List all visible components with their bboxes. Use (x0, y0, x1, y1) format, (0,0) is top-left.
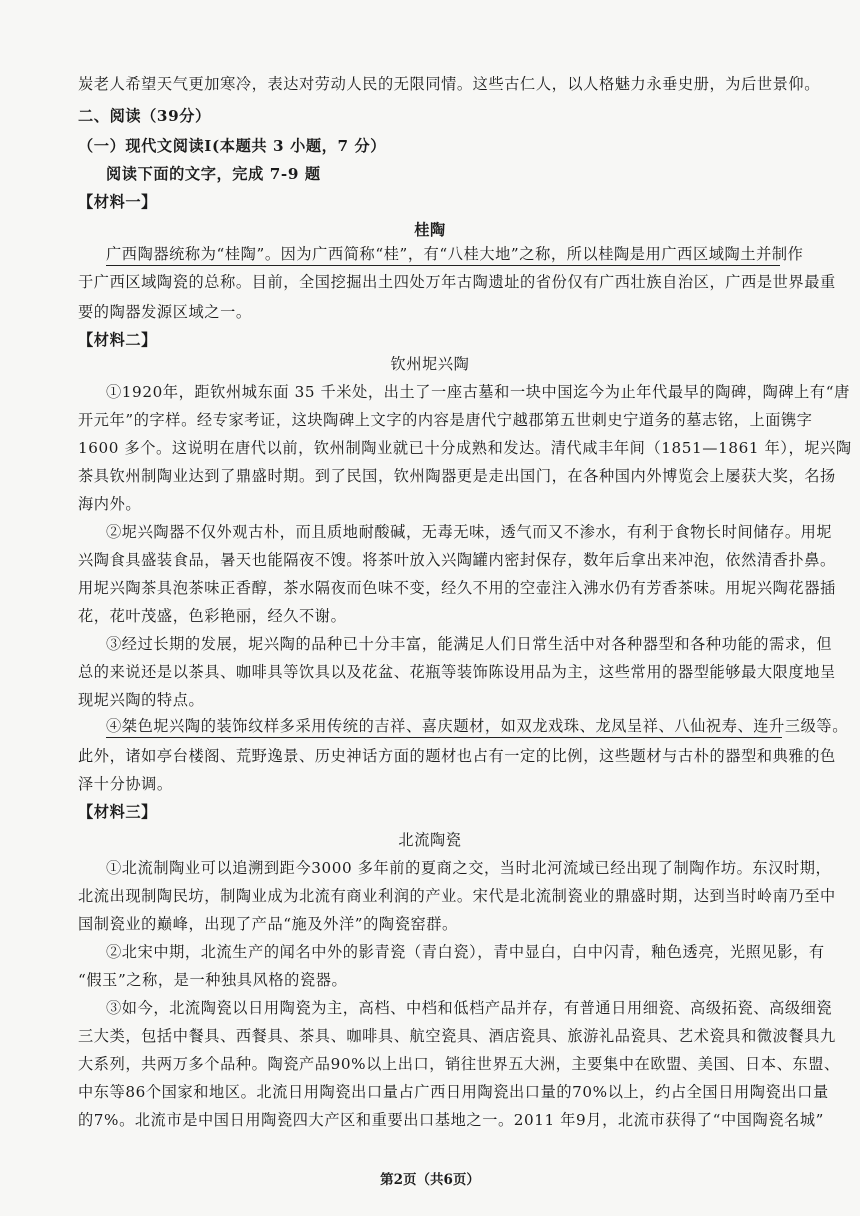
text-line: 开元年”的字样。经专家考证，这块陶碑上文字的内容是唐代宁越郡第五世刺史宁道务的墓志铭，上面镌字 (78, 411, 813, 429)
text-line: ①北流制陶业可以追溯到距今3000 多年前的夏商之交，当时北河流域已经出现了制陶作坊。东汉时期， (106, 859, 832, 877)
text-line: 总的来说还是以茶具、咖啡具等饮具以及花盆、花瓶等装饰陈设用品为主，这些常用的器型能够最大限度地呈 (78, 663, 836, 681)
material-label: 【材料二】 (78, 331, 157, 349)
text-line: 于广西区域陶瓷的总称。目前，全国挖掘出土四处万年古陶遗址的省份仅有广西壮族自治区，广西是世界最重 (78, 273, 836, 291)
material-label: 【材料三】 (78, 803, 157, 821)
text-line: 花，花叶茂盛，色彩艳丽，经久不谢。 (78, 607, 347, 625)
text-line: 1600 多个。这说明在唐代以前，钦州制陶业就已十分成熟和发达。清代咸丰年间（1851—1861 年），坭兴陶 (78, 439, 852, 457)
text-line: 广西陶器统称为“桂陶”。因为广西简称“桂”，有“八桂大地”之称，所以桂陶是用广西区域陶土并制作 (106, 244, 780, 266)
text-line: 北流出现制陶民坊，制陶业成为北流有商业利润的产业。宋代是北流制瓷业的鼎盛时期，达到当时岭南乃至中 (78, 887, 836, 905)
text-line: 大系列，共两万多个品种。陶瓷产品90%以上出口，销往世界五大洲，主要集中在欧盟、美国、日本、东盟、 (78, 1055, 840, 1073)
text-line: “假玉”之称，是一种独具风格的瓷器。 (78, 971, 348, 989)
text-line: ③如今，北流陶瓷以日用陶瓷为主，高档、中档和低档产品并存，有普通日用细瓷、高级拓瓷、高级细瓷 (106, 999, 833, 1017)
text-line: 兴陶食具盛装食品，暑天也能隔夜不馊。将茶叶放入兴陶罐内密封保存，数年后拿出来冲泡，依然清香扑鼻。 (78, 551, 836, 569)
text-line: 海内外。 (78, 495, 142, 513)
text-line: ④桀色坭兴陶的装饰纹样多采用传统的吉祥、喜庆题材，如双龙戏珠、龙凤呈祥、八仙祝寿、连升三级等。 (106, 716, 782, 738)
instruction: 阅读下面的文字，完成 7-9 题 (106, 165, 321, 183)
material-title: 钦州坭兴陶 (390, 355, 470, 373)
text-line: 用坭兴陶茶具泡茶味正香醇，茶水隔夜而色味不变，经久不用的空壶注入沸水仍有芳香茶味。用坭兴陶花器插 (78, 579, 836, 597)
subsection-heading: （一）现代文阅读Ⅰ(本题共 3 小题，7 分） (78, 137, 387, 155)
text-line: 现坭兴陶的特点。 (78, 691, 205, 709)
text-line: 炭老人希望天气更加寒冷，表达对劳动人民的无限同情。这些古仁人，以人格魅力永垂史册，为后世景仰。 (78, 75, 821, 93)
text-line: 泽十分协调。 (78, 775, 173, 793)
text-line: 要的陶器发源区域之一。 (78, 303, 252, 321)
page-number: 第2页（共6页） (380, 1172, 480, 1188)
text-line: 三大类，包括中餐具、西餐具、茶具、咖啡具、航空瓷具、酒店瓷具、旅游礼品瓷具、艺术瓷具和微波餐具九 (78, 1027, 836, 1045)
text-line: 中东等86个国家和地区。北流日用陶瓷出口量占广西日用陶瓷出口量的70%以上，约占全国日用陶瓷出口量 (78, 1083, 829, 1101)
material-title: 北流陶瓷 (398, 831, 462, 849)
section-heading: 二、阅读（39分） (78, 107, 211, 125)
material-label: 【材料一】 (78, 193, 157, 211)
material-title: 桂陶 (414, 221, 446, 239)
text-line: 的7%。北流市是中国日用陶瓷四大产区和重要出口基地之一。2011 年9月，北流市获得了“中国陶瓷名城” (78, 1111, 825, 1129)
text-line: ②北宋中期，北流生产的闻名中外的影青瓷（青白瓷），青中显白，白中闪青，釉色透亮，光照见影，有 (106, 943, 825, 961)
text-line: 此外，诸如亭台楼阁、荒野逸景、历史神话方面的题材也占有一定的比例，这些题材与古朴的器型和典雅的色 (78, 747, 836, 765)
text-line: 国制瓷业的巅峰，出现了产品“施及外洋”的陶瓷窑群。 (78, 915, 458, 933)
text-line: ①1920年，距钦州城东面 35 千米处，出土了一座古墓和一块中国迄今为止年代最早的陶碑，陶碑上有“唐 (106, 383, 850, 401)
text-line: ②坭兴陶器不仅外观古朴，而且质地耐酸碱，无毒无味，透气而又不渗水，有利于食物长时间储存。用坭 (106, 523, 833, 541)
text-line: ③经过长期的发展，坭兴陶的品种已十分丰富，能满足人们日常生活中对各种器型和各种功能的需求，但 (106, 635, 833, 653)
text-line: 茶具钦州制陶业达到了鼎盛时期。到了民国，钦州陶器更是走出国门，在各种国内外博览会上屡获大奖，名扬 (78, 467, 836, 485)
